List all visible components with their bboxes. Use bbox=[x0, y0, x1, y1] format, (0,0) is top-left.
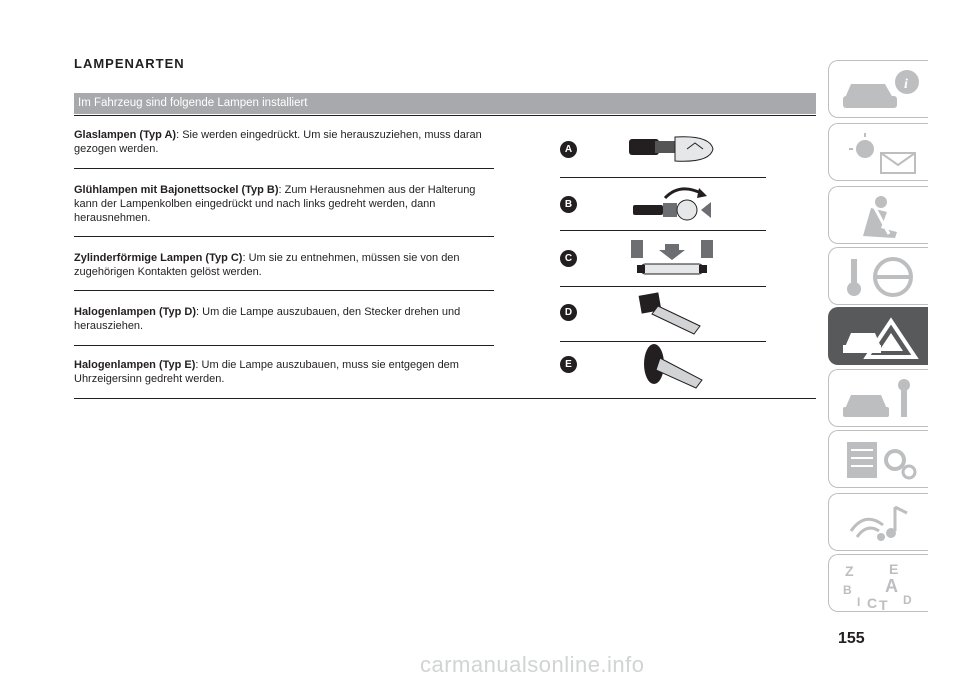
entry-text: : Um die Lampe auszubauen, den Stecker drehen und herausziehen. bbox=[74, 306, 461, 332]
entry-type-c bbox=[74, 251, 494, 279]
glass-lamp-icon bbox=[625, 127, 720, 172]
cylindrical-lamp-icon bbox=[625, 236, 720, 281]
entry-text: : Um die Lampe auszubauen, muss sie entgegen dem Uhrzeigersinn gedreht werden. bbox=[74, 359, 459, 385]
bayonet-lamp-icon bbox=[625, 180, 720, 225]
tab-emergency[interactable] bbox=[828, 307, 928, 365]
svg-text:A: A bbox=[885, 576, 898, 596]
entry-heading: Halogenlampen (Typ D) bbox=[74, 306, 197, 318]
divider bbox=[74, 115, 816, 116]
divider bbox=[74, 398, 816, 399]
entry-type-a bbox=[74, 128, 494, 156]
entry-text: : Sie werden eingedrückt. Um sie herauszuziehen, muss daran gezogen werden. bbox=[74, 129, 482, 155]
tab-warning-lights[interactable] bbox=[828, 123, 928, 181]
tab-maintenance[interactable] bbox=[828, 369, 928, 427]
svg-text:E: E bbox=[889, 562, 899, 577]
page-title: LAMPENARTEN bbox=[74, 56, 185, 71]
svg-text:C: C bbox=[867, 595, 878, 610]
breakdown-warning-icon bbox=[841, 315, 921, 359]
divider bbox=[74, 168, 494, 169]
entry-heading: Halogenlampen (Typ E) bbox=[74, 359, 196, 371]
technical-data-icon bbox=[841, 438, 921, 482]
divider bbox=[74, 345, 494, 346]
svg-text:T: T bbox=[879, 597, 888, 610]
tab-start-drive[interactable] bbox=[828, 247, 928, 305]
divider bbox=[74, 236, 494, 237]
svg-text:i: i bbox=[904, 77, 908, 92]
entry-type-b bbox=[74, 183, 494, 225]
section-banner: Im Fahrzeug sind folgende Lampen installiert bbox=[74, 93, 816, 114]
lamp-label-d: D bbox=[560, 304, 577, 321]
entry-type-e bbox=[74, 358, 494, 386]
car-service-icon bbox=[841, 377, 921, 421]
svg-text:B: B bbox=[843, 583, 852, 597]
divider bbox=[560, 177, 766, 178]
svg-text:I: I bbox=[857, 595, 861, 609]
key-steering-wheel-icon bbox=[841, 255, 921, 299]
entry-heading: Glühlampen mit Bajonettsockel (Typ B) bbox=[74, 184, 279, 196]
entry-heading: Glaslampen (Typ A) bbox=[74, 129, 177, 141]
lamp-label-b: B bbox=[560, 196, 577, 213]
halogen-lamp-d-icon bbox=[630, 288, 715, 336]
entry-heading: Zylinderförmige Lampen (Typ C) bbox=[74, 252, 243, 264]
tab-safety[interactable] bbox=[828, 186, 928, 244]
alphabetical-index-icon bbox=[841, 562, 921, 610]
divider bbox=[560, 286, 766, 287]
tab-car-info[interactable] bbox=[828, 60, 928, 118]
halogen-lamp-e-icon bbox=[630, 340, 715, 392]
multimedia-icon bbox=[841, 501, 921, 545]
svg-text:D: D bbox=[903, 593, 912, 607]
svg-text:Z: Z bbox=[845, 563, 854, 579]
entry-text: : Um sie zu entnehmen, müssen sie von den zugehörigen Kontakten gelöst werden. bbox=[74, 252, 460, 278]
warning-lights-message-icon bbox=[841, 131, 921, 175]
tab-index[interactable] bbox=[828, 554, 928, 612]
lamp-label-a: A bbox=[560, 141, 577, 158]
entry-type-d bbox=[74, 305, 494, 333]
divider bbox=[74, 290, 494, 291]
lamp-label-e: E bbox=[560, 356, 577, 373]
car-info-icon bbox=[841, 68, 921, 112]
divider bbox=[560, 230, 766, 231]
tab-multimedia[interactable] bbox=[828, 493, 928, 551]
page-number: 155 bbox=[838, 630, 865, 647]
entry-text: : Zum Herausnehmen aus der Halterung kann der Lampenkolben eingedrückt und nach links gedreht werden, dann herausnehmen. bbox=[74, 184, 476, 224]
lamp-label-c: C bbox=[560, 250, 577, 267]
seat-airbag-icon bbox=[841, 194, 921, 238]
tab-technical-data[interactable] bbox=[828, 430, 928, 488]
watermark: carmanualsonline.info bbox=[420, 652, 645, 677]
